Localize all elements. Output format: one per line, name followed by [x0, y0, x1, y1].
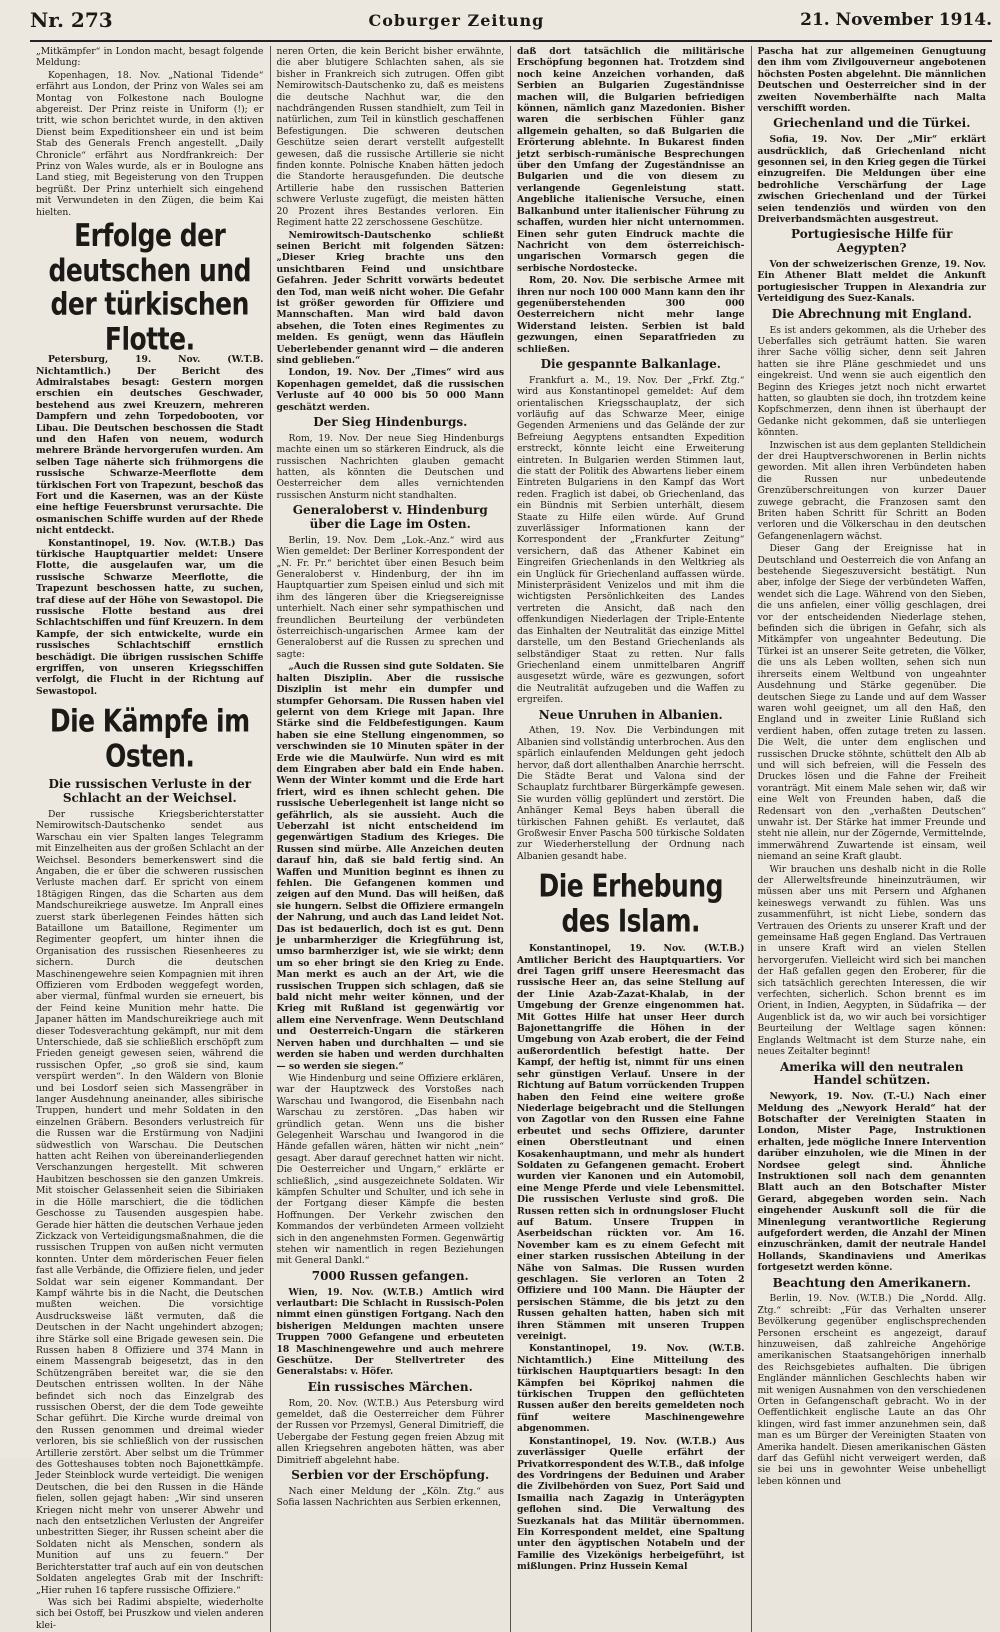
- article-text: Petersburg, 19. Nov. (W.T.B. Nichtamtlich.) Der Bericht des Admiralstabes besagt: Gestern morgen erschien ein deutsches Geschwader, bestehend aus zwei Kreuzern, mehreren Dampfern und zehn Torpedobooten, vor Libau. Die Deutschen beschossen die Stadt und den Hafen von neuem, wodurch mehrere Brände hervorgerufen wurden. Am selben Tage näherte sich frühmorgens die russische Schwarze-Meerflotte dem türkischen Fort von Trapezunt, beschoß das Fort und die Kasernen, was an der Küste eine heftige Feuersbrunst verursachte. Die osmanischen Schiffe wurden auf der Rhede nicht entdeckt.: [36, 354, 264, 537]
- article-text: Der russische Kriegsberichterstatter Nemirowitsch-Dautschenko sendet aus Warschau ein vier Spalten langes Telegramm mit Einzelheiten aus der großen Schlacht an der Weichsel. Besonders bemerkenswert sind die Angaben, die er über die schweren russischen Verluste machen darf. Er spricht von einem 18tägigen Ringen, das die Scharten aus dem Mandschureikriege auswetze. Im Anprall eines zuerst stark überlegenen Feindes hätten sich Bataillone um Bataillone, Regimenter um Regimenter geopfert, um hinter ihnen die Organisation des russischen Riesenheeres zu sichern. Durch die deutschen Maschinengewehre seien Kompagnien mit ihren Offizieren vom Erdboden weggefegt worden, aber viermal, fünfmal wurden sie erneuert, bis der Feind keine Munition mehr hatte. Die Japaner hätten im Mandschureikriege auch mit dieser Todesverachtung gekämpft, nur mit dem Unterschiede, daß sie schließlich erschöpft zum Frieden geneigt gewesen seien, während die russischen Opfer, „so groß sie sind, kaum verspürt werden“. In den Wäldern von Blonie und bei Losdorf seien sich Massengräber in langer Ausdehnung aneinander, alles sibirische Truppen, hundert und mehr Soldaten in den einzelnen Gräbern. Besonders verlustreich für die Russen war die Erstürmung von Nadjini südwestlich von Warschau. Die Deutschen hatten acht Reihen von übereinanderliegenden Verschanzungen hergestellt. Mit schweren Haubitzen beschossen sie den ganzen Umkreis. Mit stoischer Gelassenheit seien die Sibiriaken in die Hölle marschiert, die die tödlichen Geschosse zu Tausenden ausgespien habe. Gerade hier hätten die deutschen Verhaue jeden Zickzack von Verteidigungsmaßnahmen, die die russischen Truppen von außen nicht vermuten konnten. Unter dem mörderischen Feuer fielen fast alle Verbände, die Offiziere fielen, und jeder Soldat war sein eigener Kommandant. Der Kampf währte bis in die Nacht, die Deutschen mußten weichen. Die vorsichtige Ausdrucksweise läßt vermuten, daß die Deutschen in der Nacht ungehindert abzogen; ihre Stärke soll eine Brigade gewesen sein. Die Russen haben 8 Offiziere und 374 Mann in einem Massengrab beigesetzt, das in den Schützengräben bereitet war, die sie den Deutschen entrissen wollten. In der Nähe befindet sich noch das Einzelgrab des russischen Oberst, der die dem Tode geweihte Schar geführt. Die Kirche wurde dreimal von den Russen genommen und dreimal wieder verloren, bis sie schließlich von der russischen Artillerie zerstört. Aber selbst um die Trümmer des Gotteshauses tobten noch Bajonettkämpfe. Jeder Steinblock wurde verteidigt. Die wenigen Deutschen, die bei den Russen in die Hände fielen, sollen gejagt haben: „Wir sind unseren Kriegen nicht mehr von unserer Abwehr und nach den entsetzlichen Verlusten der Angreifer unbestritten Sieger, ihr Russen scheint aber die Soldaten nicht als Menschen, sondern als Munition auf uns zu feuern.“ Der Berichterstatter traf auch auf ein von deutschen Soldaten angelegtes Grab mit der Inschrift: „Hier ruhen 16 tapfere russische Offiziere.“: [36, 808, 264, 1596]
- headline-islam: Die Erhebung des Islam.: [538, 868, 724, 939]
- article-text: Nemirowitsch-Dautschenko schließt seinen Bericht mit folgenden Sätzen: „Dieser Krieg brachte uns den unsichtbaren Feind und unsichtbare Gefahren. Jeder Schritt vorwärts bedeutet den Tod, man weiß nicht woher. Die Gefahr ist größer geworden für Offiziere und Mannschaften. Man wird bald davon absehen, die Toten eines Regimentes zu melden. Es genügt, wenn das Häuflein Ueberlebender genannt wird — die anderen sind geblieben.“: [276, 229, 504, 366]
- article-text: Konstantinopel, 19. Nov. (W.T.B. Nichtamtlich.) Eine Mitteilung des türkischen Hauptquartiers besagt: In den Kämpfen bei Köprikoj nahmen die türkischen Truppen den geflüchteten Russen außer den bereits gemeldeten noch fünf weitere Maschinengewehre abgenommen.: [517, 1343, 745, 1435]
- headline-generaloberst: Generaloberst v. Hindenburg über die Lage im Osten.: [292, 503, 488, 532]
- headline-amerika: Amerika will den neutralen Handel schützen.: [779, 1059, 964, 1088]
- article-text: Konstantinopel, 19. Nov. (W.T.B.) Amtlicher Bericht des Hauptquartiers. Vor drei Tagen griff unsere Heeresmacht das russische Heer an, das seine Stellung auf der Linie Azab-Zazat-Khalab, in der Umgebung der Grenze eingenommen hat. Mit Gottes Hilfe hat unser Heer durch Bajonettangriffe die Höhen in der Umgebung von Azab erobert, die der Feind außerordentlich befestigt hatte. Der Kampf, der heftig ist, nimmt für uns einen sehr günstigen Verlauf. Unsere in der Richtung auf Batum vorrückenden Truppen haben den Feind eine weitere große Niederlage beigebracht und die Stellungen von Zagotlar von den Russen eine Fahne erbeutet und sechs Offiziere, darunter einen Oberstleutnant und einen Kosakenhauptmann, und mehr als hundert Soldaten zu Gefangenen gemacht. Erobert wurden vier Kanonen und ein Automobil, eine Menge Pferde und viele Lebensmittel. Die russischen Verluste sind groß. Die Russen retten sich in ordnungsloser Flucht auf Batum. Unsere Truppen in Aserbeidschan rückten vor. Am 16. November kam es zu einem Gefecht mit einer starken russischen Abteilung in der Nähe von Salmas. Die Russen wurden geschlagen. Sie verloren an Toten 2 Offiziere und 100 Mann. Die Häupter der persischen Stämme, die bis jetzt zu den Russen gehalten hatten, haben sich mit ihren Stämmen mit unseren Truppen vereinigt.: [517, 943, 745, 1343]
- columns: [30, 46, 992, 1631]
- headline-beachtung: Beachtung den Amerikanern.: [772, 1275, 971, 1290]
- column-2: [271, 46, 512, 1632]
- column-1: [30, 46, 271, 1632]
- column-3: [511, 46, 752, 1632]
- article-text: Inzwischen ist aus dem geplanten Stelldichein der drei Hauptverschworenen in Berlin nichts geworden. Mit allen ihren Verbündeten haben die Russen nur unbedeutende Grenzüberschreitungen von kurzer Dauer zuwege gebracht, die Franzosen samt den Briten haben Schritt für Schritt an Boden verloren und die Völkerschau in den deutschen Gefangenenlagern wächst.: [757, 439, 986, 542]
- headline-portugal: Portugiesische Hilfe für Aegypten?: [791, 227, 953, 256]
- article-text: Wir brauchen uns deshalb nicht in die Rolle der Allerweltsfreunde hineinzuträumen, wir müssen aber uns mit Persern und Afghanen keineswegs verwandt zu fühlen. Was uns zusammenführt, ist nicht Liebe, sondern das Vertrauen des Orients zu unserer Kraft und der gemeinsame Haß gegen England. Das Vertrauen in unsere Kraft wird an vielen Stellen hervorgerufen. Vielleicht wird sich bei manchen der Haß gefallen gegen den Eroberer, für die sich tatsächlich gerechten Interessen, die wir verfechten, sicherlich. Schon brennt es im Orient, in Indien, Aegypten, in Südafrika — der Augenblick ist da, wo wir auch bei vorsichtiger Beurteilung der Weltlage sagen können: Englands Weltmacht ist dem Sturze nahe, ein neues Zeitalter beginnt!: [757, 863, 986, 1058]
- issue-number: Nr. 273: [30, 8, 113, 32]
- article-text: „Mitkämpfer“ in London macht, besagt folgende Meldung:: [36, 46, 264, 69]
- article-text: Es ist anders gekommen, als die Urheber des Ueberfalles sich geträumt hatten. Sie waren ihrer Sache völlig sicher, denn seit Jahren hatten sie ihre Pläne geschmiedet und uns eingekreist. Und wenn sie auch eigentlich den Beginn des Krieges jetzt noch nicht erwartet hatten, so glaubten sie doch, ihn trotzdem keine Kopfschmerzen, denn ihnen ist überhaupt der Gedanke nicht gekommen, daß sie unterliegen könnten.: [757, 324, 986, 439]
- article-text: London, 19. Nov. Der „Times“ wird aus Kopenhagen gemeldet, daß die russischen Verluste auf 40 000 bis 50 000 Mann geschätzt werden.: [276, 367, 504, 413]
- headline-serbien: Serbien vor der Erschöpfung.: [291, 1468, 490, 1483]
- article-text: Wien, 19. Nov. (W.T.B.) Amtlich wird verlautbart: Die Schlacht in Russisch-Polen nimmt einen günstigen Fortgang. Nach den bisherigen Meldungen machten unsere Truppen 7000 Gefangene und erbeuteten 18 Maschinengewehre und auch mehrere Geschütze. Der Stellvertreter des Generalstabs: v. Höfer.: [276, 1286, 504, 1378]
- headline-7000: 7000 Russen gefangen.: [311, 1268, 469, 1283]
- article-text: Sofia, 19. Nov. Der „Mir“ erklärt ausdrücklich, daß Griechenland nicht gesonnen sei, in den Krieg gegen die Türkei einzugreifen. Die Meldungen über eine bedrohliche Verschärfung der Lage zwischen Griechenland und der Türkei seien tendenziös und würden von den Dreiverbandsmächten ausgestreut.: [757, 134, 986, 226]
- issue-date: 21. November 1914.: [800, 10, 992, 30]
- headline-balkan: Die gespannte Balkanlage.: [540, 356, 721, 371]
- article-text: neren Orten, die kein Bericht bisher erwähnte, die aber blutigere Schlachten sahen, als sie bisher in Frankreich sich zutrugen. Offen gibt Nemirowitsch-Dautschenko zu, daß es meistens die deutsche Nachhut war, die den nachdrängenden Russen standhielt, zum Teil in natürlichen, zum Teil in künstlich geschaffenen Befestigungen. Die schweren deutschen Geschütze seien derart verstellt aufgestellt gewesen, daß die russische Artillerie sie nicht finden konnte. Polnische Knaben hätten jedoch die Standorte herausgefunden. Die deutsche Artillerie habe den russischen Batterien schwere Verluste zugefügt, die meisten hätten 20 Prozent ihres Bestandes verloren. Ein Regiment hatte 22 zerschossene Geschütze.: [276, 46, 504, 229]
- article-text: Athen, 19. Nov. Die Verbindungen mit Albanien sind vollständig unterbrochen. Aus den spärlich einlaufenden Meldungen geht jedoch hervor, daß dort allenthalben Anarchie herrscht. Die Städte Berat und Valona sind der Schauplatz furchtbarer Bürgerkämpfe gewesen. Sie wurden völlig geplündert und zerstört. Die Anhänger Kemal Beys haben überall die türkischen Fahnen gehißt. Es verlautet, daß Großwesir Enver Pascha 500 türkische Soldaten zur Wiederherstellung der Ordnung nach Albanien gesandt habe.: [517, 725, 745, 862]
- article-text: Berlin, 19. Nov. (W.T.B.) Die „Nordd. Allg. Ztg.“ schreibt: „Für das Verhalten unserer Bevölkerung gegenüber englischsprechenden Personen erscheint es angezeigt, darauf hinzuweisen, daß zahlreiche Angehörige amerikanischen Staatsangehörigen innerhalb des Reichsgebietes aufhalten. Die übrigen Engländer männlichen Geschlechts haben wir mit wenigen Ausnahmen von den verschiedenen Orten in Gefangenschaft gebracht. Wo in der Oeffentlichkeit englische Laute an das Ohr klingen, wird fast immer anzunehmen sein, daß man es um Bürger der Vereinigten Staaten von Amerika handelt. Diesen amerikanischen Gästen darf das Gefühl nicht verweigert werden, daß sie bei uns in gewohnter Weise unbehelligt leben können und: [757, 1293, 986, 1487]
- article-text: Pascha hat zur allgemeinen Genugtuung den ihm vom Zivilgouverneur angebotenen höchsten Posten abgelehnt. Die männlichen Deutschen und Oesterreicher sind in der zweiten Novemberhälfte nach Malta verschifft worden.: [757, 46, 986, 115]
- article-text: Rom, 19. Nov. Der neue Sieg Hindenburgs machte einen um so stärkeren Eindruck, als die russischen Nachrichten glauben gemacht hatten, als könnten die Deutschen und Oesterreicher dem alles vernichtenden russischen Ansturm nicht standhalten.: [276, 432, 504, 501]
- headline-england: Die Abrechnung mit England.: [771, 306, 972, 321]
- headline-albanien: Neue Unruhen in Albanien.: [538, 707, 723, 722]
- article-text: Rom, 20. Nov. (W.T.B.) Aus Petersburg wird gemeldet, daß die Oesterreicher dem Führer der Russen vor Przemysl, General Dimitrieff, die Uebergabe der Festung gegen freien Abzug mit allen Kriegsehren angeboten hätten, was aber Dimitrieff abgelehnt habe.: [276, 1397, 504, 1466]
- article-text: Was sich bei Radimi abspielte, wiederholte sich bei Ostoff, bei Pruszkow und vielen anderen klei-: [36, 1596, 264, 1631]
- headline-sieg: Der Sieg Hindenburgs.: [313, 415, 468, 429]
- headline-flotte: Erfolge der deutschen und der türkischen Flotte.: [48, 217, 252, 357]
- headline-griechenland: Griechenland und die Türkei.: [773, 116, 971, 131]
- article-text: Rom, 20. Nov. Die serbische Armee mit ihren nur noch 100 000 Mann kann den ihr gegenüberstehenden 300 000 Oesterreichern nicht mehr lange Widerstand leisten. Serbien ist bald gezwungen, einen Separatfrieden zu schließen.: [517, 275, 745, 355]
- article-text: Newyork, 19. Nov. (T.-U.) Nach einer Meldung des „Newyork Herald“ hat der Botschafter der Vereinigten Staaten in London, Mister Page, Instruktionen erhalten, jede mögliche Innere Intervention darüber einzuholen, wie die Minen in der Nordsee gelegt sind. Ähnliche Instruktionen soll nach dem genannten Blatt auch an den Botschafter Mister Gerard, abgegeben worden sein. Nach eingehender Auskunft soll die für die Minenlegung verantwortliche Regierung aufgefordert werden, die Anzahl der Minen einzuschränken, damit der neutrale Handel Hollands, Skandinaviens und Amerikas fortgesetzt werden könne.: [757, 1091, 986, 1274]
- article-text: daß dort tatsächlich die militärische Erschöpfung begonnen hat. Trotzdem sind noch keine Anzeichen vorhanden, daß Serbien an Bulgarien Zugeständnisse machen will, die Bulgarien befriedigen können, nämlich ganz Mazedonien. Bisher waren die serbischen Fühler ganz allgemein gehalten, so daß Bulgarien die Erörterung ablehnte. In Bukarest finden jetzt serbisch-rumänische Besprechungen über den Umfang der Zugeständnisse an Bulgarien und die von diesem zu verlangende Gegenleistung statt. Angebliche italienische Versuche, einen Balkanbund unter italienischer Führung zu schaffen, wurden hier nicht unternommen. Einen sehr guten Eindruck machte die Nachricht von dem österreichisch-ungarischen Vormarsch gegen die serbische Nordostecke.: [517, 46, 745, 274]
- newspaper-title: Coburger Zeitung: [368, 10, 545, 30]
- article-text: Frankfurt a. M., 19. Nov. Der „Frkf. Ztg.“ wird aus Konstantinopel gemeldet: Auf dem orientalischen Kriegsschauplatz, der sich vorläufig auf das Schwarze Meer, einige Gegenden Armeniens und das Gelände der zur Befreiung Aegyptens entsandten Expedition erstreckt, könnte leicht eine Erweiterung eintreten. In Bulgarien werden Stimmen laut, die statt der Politik des Abwartens lieber einem Eintreten Bulgariens in den Kampf das Wort reden. Fraglich ist dabei, ob Griechenland, das ein Bündnis mit Serbien unterhält, diesem Staate zu Hilfe eilen würde. Auf Grund zuverlässiger Informationen kann der Korrespondent der „Frankfurter Zeitung“ versichern, daß das Athener Kabinet ein Eingreifen Griechenlands in den Weltkrieg als ein Unglück für Griechenland auffassen würde. Ministerpräsident Venizelos und mit ihm die wichtigsten Persönlichkeiten des Landes vertreten die Ansicht, daß nach den offenkundigen Niederlagen der Triple-Entente das Einhalten der Neutralität das einzige Mittel darstelle, um den Bestand Griechenlands als selbständiger Staat zu retten. Nur falls Griechenland einem unmittelbaren Angriff ausgesetzt würde, wäre es gezwungen, sofort die Neutralität aufzugeben und die Waffen zu ergreifen.: [517, 374, 745, 706]
- article-text: Berlin, 19. Nov. Dem „Lok.-Anz.“ wird aus Wien gemeldet: Der Berliner Korrespondent der „N. Fr. Pr.“ berichtet über einen Besuch beim Generaloberst v. Hindenburg, der ihn im Hauptquartier zum Speisen einlud und sich mit ihm des längeren über die Kriegsereignisse unterhielt. Nach einer sehr sympathischen und freundlichen Beurteilung der verbündeten österreichisch-ungarischen Armee kam der Generaloberst auf die Russen zu sprechen und sagte:: [276, 534, 504, 660]
- article-text: Konstantinopel, 19. Nov. (W.T.B.) Das türkische Hauptquartier meldet: Unsere Flotte, die ausgelaufen war, um die russische Schwarze Meerflotte, die Trapezunt beschossen hatte, zu suchen, traf diese auf der Höhe von Sewastopol. Die russische Flotte bestand aus drei Schlachtschiffen und fünf Kreuzern. In dem Kampfe, der sich entwickelte, wurde ein russisches Schlachtschiff ernstlich beschädigt. Die übrigen russischen Schiffe ergriffen, von unseren Kriegsschiffen verfolgt, die Flucht in der Richtung auf Sewastopol.: [36, 537, 264, 697]
- article-text: Nach einer Meldung der „Köln. Ztg.“ aus Sofia lassen Nachrichten aus Serbien erkennen,: [276, 1485, 504, 1509]
- article-text: Von der schweizerischen Grenze, 19. Nov. Ein Athener Blatt meldet die Ankunft portugiesischer Truppen in Alexandria zur Verteidigung des Suez-Kanals.: [757, 259, 986, 305]
- subheadline-verluste: Die russischen Verluste in der Schlacht an der Weichsel.: [48, 777, 252, 806]
- column-4: [752, 46, 993, 1632]
- article-text: Dieser Gang der Ereignisse hat in Deutschland und Oesterreich die von Anfang an bestehende Siegeszuversicht bestätigt. Nun aber, infolge der Siege der verbündeten Waffen, wendet sich die Lage. Während von den Sieben, die uns anfielen, einer völlig geschlagen, drei vor der entscheidenden Niederlage stehen, befinden sich die übrigen in Gefahr, sich als Mitkämpfer von ungeahnter Bedeutung. Die Türkei ist an unserer Seite getreten, die Völker, die uns als Leben wollten, sehen sich nun ihrerseits einem Weltbund von ungeahnter Ausdehnung und Stärke gegenüber. Die deutschen Siege zu Lande und auf dem Wasser waren wohl geeignet, um all den Haß, den England und in zweiter Linie Rußland sich verdient haben, offen zutage treten zu lassen. Die Welt, die unter dem englischen und russischen Drucke stöhnte, schüttelt den Alb ab und will sich befreien, will die Fesseln des Druckes lösen und die Fahne der Freiheit voranträgt. Mit einem Male sehen wir, daß wir eine Welt von Freunden haben, daß die Redensart von den „verhaßten Deutschen“ unwahr ist. Der Stärke hat immer Freunde und steht nie allein, nur der Zögernde, Vermittelnde, immerwährend Zuwartende ist einsam, weil niemand an seine Kraft glaubt.: [757, 543, 986, 863]
- headline-maerchen: Ein russisches Märchen.: [307, 1379, 473, 1394]
- headline-osten: Die Kämpfe im Osten.: [49, 703, 250, 774]
- article-text: Kopenhagen, 18. Nov. „National Tidende“ erfährt aus London, der Prinz von Wales sei am Montag von Folkestone nach Boulogne abgereist. Der Prinz reiste in Uniform (!); er tritt, wie schon berichtet wurde, in den aktiven Dienst beim Expeditionsheer ein und ist beim Stab des Generals French angestellt. „Daily Chronicle“ erfährt aus Nordfrankreich: Der Prinz von Wales wurde, als er in Boulogne ans Land stieg, mit Begeisterung von den Truppen begrüßt. Der Prinz unterhielt sich eingehend mit Verwundeten in den Zügen, die beim Kai hielten.: [36, 69, 264, 218]
- article-text: Wie Hindenburg und seine Offiziere erklären, war der Hauptzweck des Vorstoßes nach Warschau und Iwangorod, die Eisenbahn nach Warschau zu zerstören. „Das haben wir gründlich getan. Wenn uns die bisher Gelegenheit Warschau und Iwangorod in die Hände gefallen wären, hätten wir nicht „nein“ gesagt. Aber darauf gerechnet hatten wir nicht. Die Oesterreicher und Ungarn,“ erklärte er schließlich, „sind ausgezeichnete Soldaten. Wir kämpfen Schulter und Schulter, und ich sehe in der Fortgang dieser Kämpfe die besten Hoffnungen. Der Verkehr zwischen den Kommandos der verbündeten Armeen vollzieht sich in den angenehmsten Formen. Gegenwärtig stehen wir namentlich in regen Beziehungen mit General Dankl.“: [276, 1072, 504, 1267]
- article-text: Konstantinopel, 19. Nov. (W.T.B.) Aus zuverlässiger Quelle erfährt der Privatkorrespondent des W.T.B., daß infolge des Vordringens der Beduinen und Araber die Zivilbehörden von Suez, Port Said und Ismailia nach Zagazig in Unterägypten geflohen sind. Die Verwaltung des Suezkanals hat das Militär übernommen. Ein Korrespondent meldet, eine Spaltung unter den ägyptischen Notabeln und der Familie des Vizekönigs herbeigeführt, ist mißlungen. Prinz Hussein Kemal: [517, 1435, 745, 1573]
- masthead: [30, 0, 992, 42]
- article-text: „Auch die Russen sind gute Soldaten. Sie halten Disziplin. Aber die russische Disziplin ist mehr ein dumpfer und stumpfer Gehorsam. Die Russen haben viel gelernt von dem Kriege mit Japan. Ihre Stärke sind die Feldbefestigungen. Kaum haben sie eine Stellung eingenommen, so verschwinden sie 10 Minuten später in der Erde wie die Maulwürfe. Nun wird es mit dem Eingraben aber bald ein Ende haben. Wenn der Winter kommt und die Erde hart friert, wird es ihnen schlecht gehen. Die russische Ueberlegenheit ist lange nicht so gefährlich, als sie aussieht. Auch die Ueberzahl ist nicht entscheidend im gegenwärtigen Stadium des Krieges. Die Russen sind mürbe. Alle Anzeichen deuten darauf hin, daß sie bald fertig sind. An Waffen und Munition beginnt es ihnen zu fehlen. Die Gefangenen kommen und zeigen auf den Mund. Das will heißen, daß sie hungern. Selbst die Offiziere ermangeln der Nahrung, und auch das Land leidet Not. Das ist bedauerlich, doch ist es gut. Denn je unbarmherziger die Kriegführung ist, umso barmherziger ist, wie sie wirkt; denn um so eher bringt sie den Krieg zu Ende. Man merkt es auch an der Art, wie die russischen Truppen sich schlagen, daß sie bald nicht mehr weiter können, und der Krieg mit Rußland ist gegenwärtig vor allem eine Nervenfrage. Wenn Deutschland und Oesterreich-Ungarn die stärkeren Nerven haben und durchhalten — und sie werden sie haben und werden durchhalten — so werden sie siegen.“: [276, 661, 504, 1072]
